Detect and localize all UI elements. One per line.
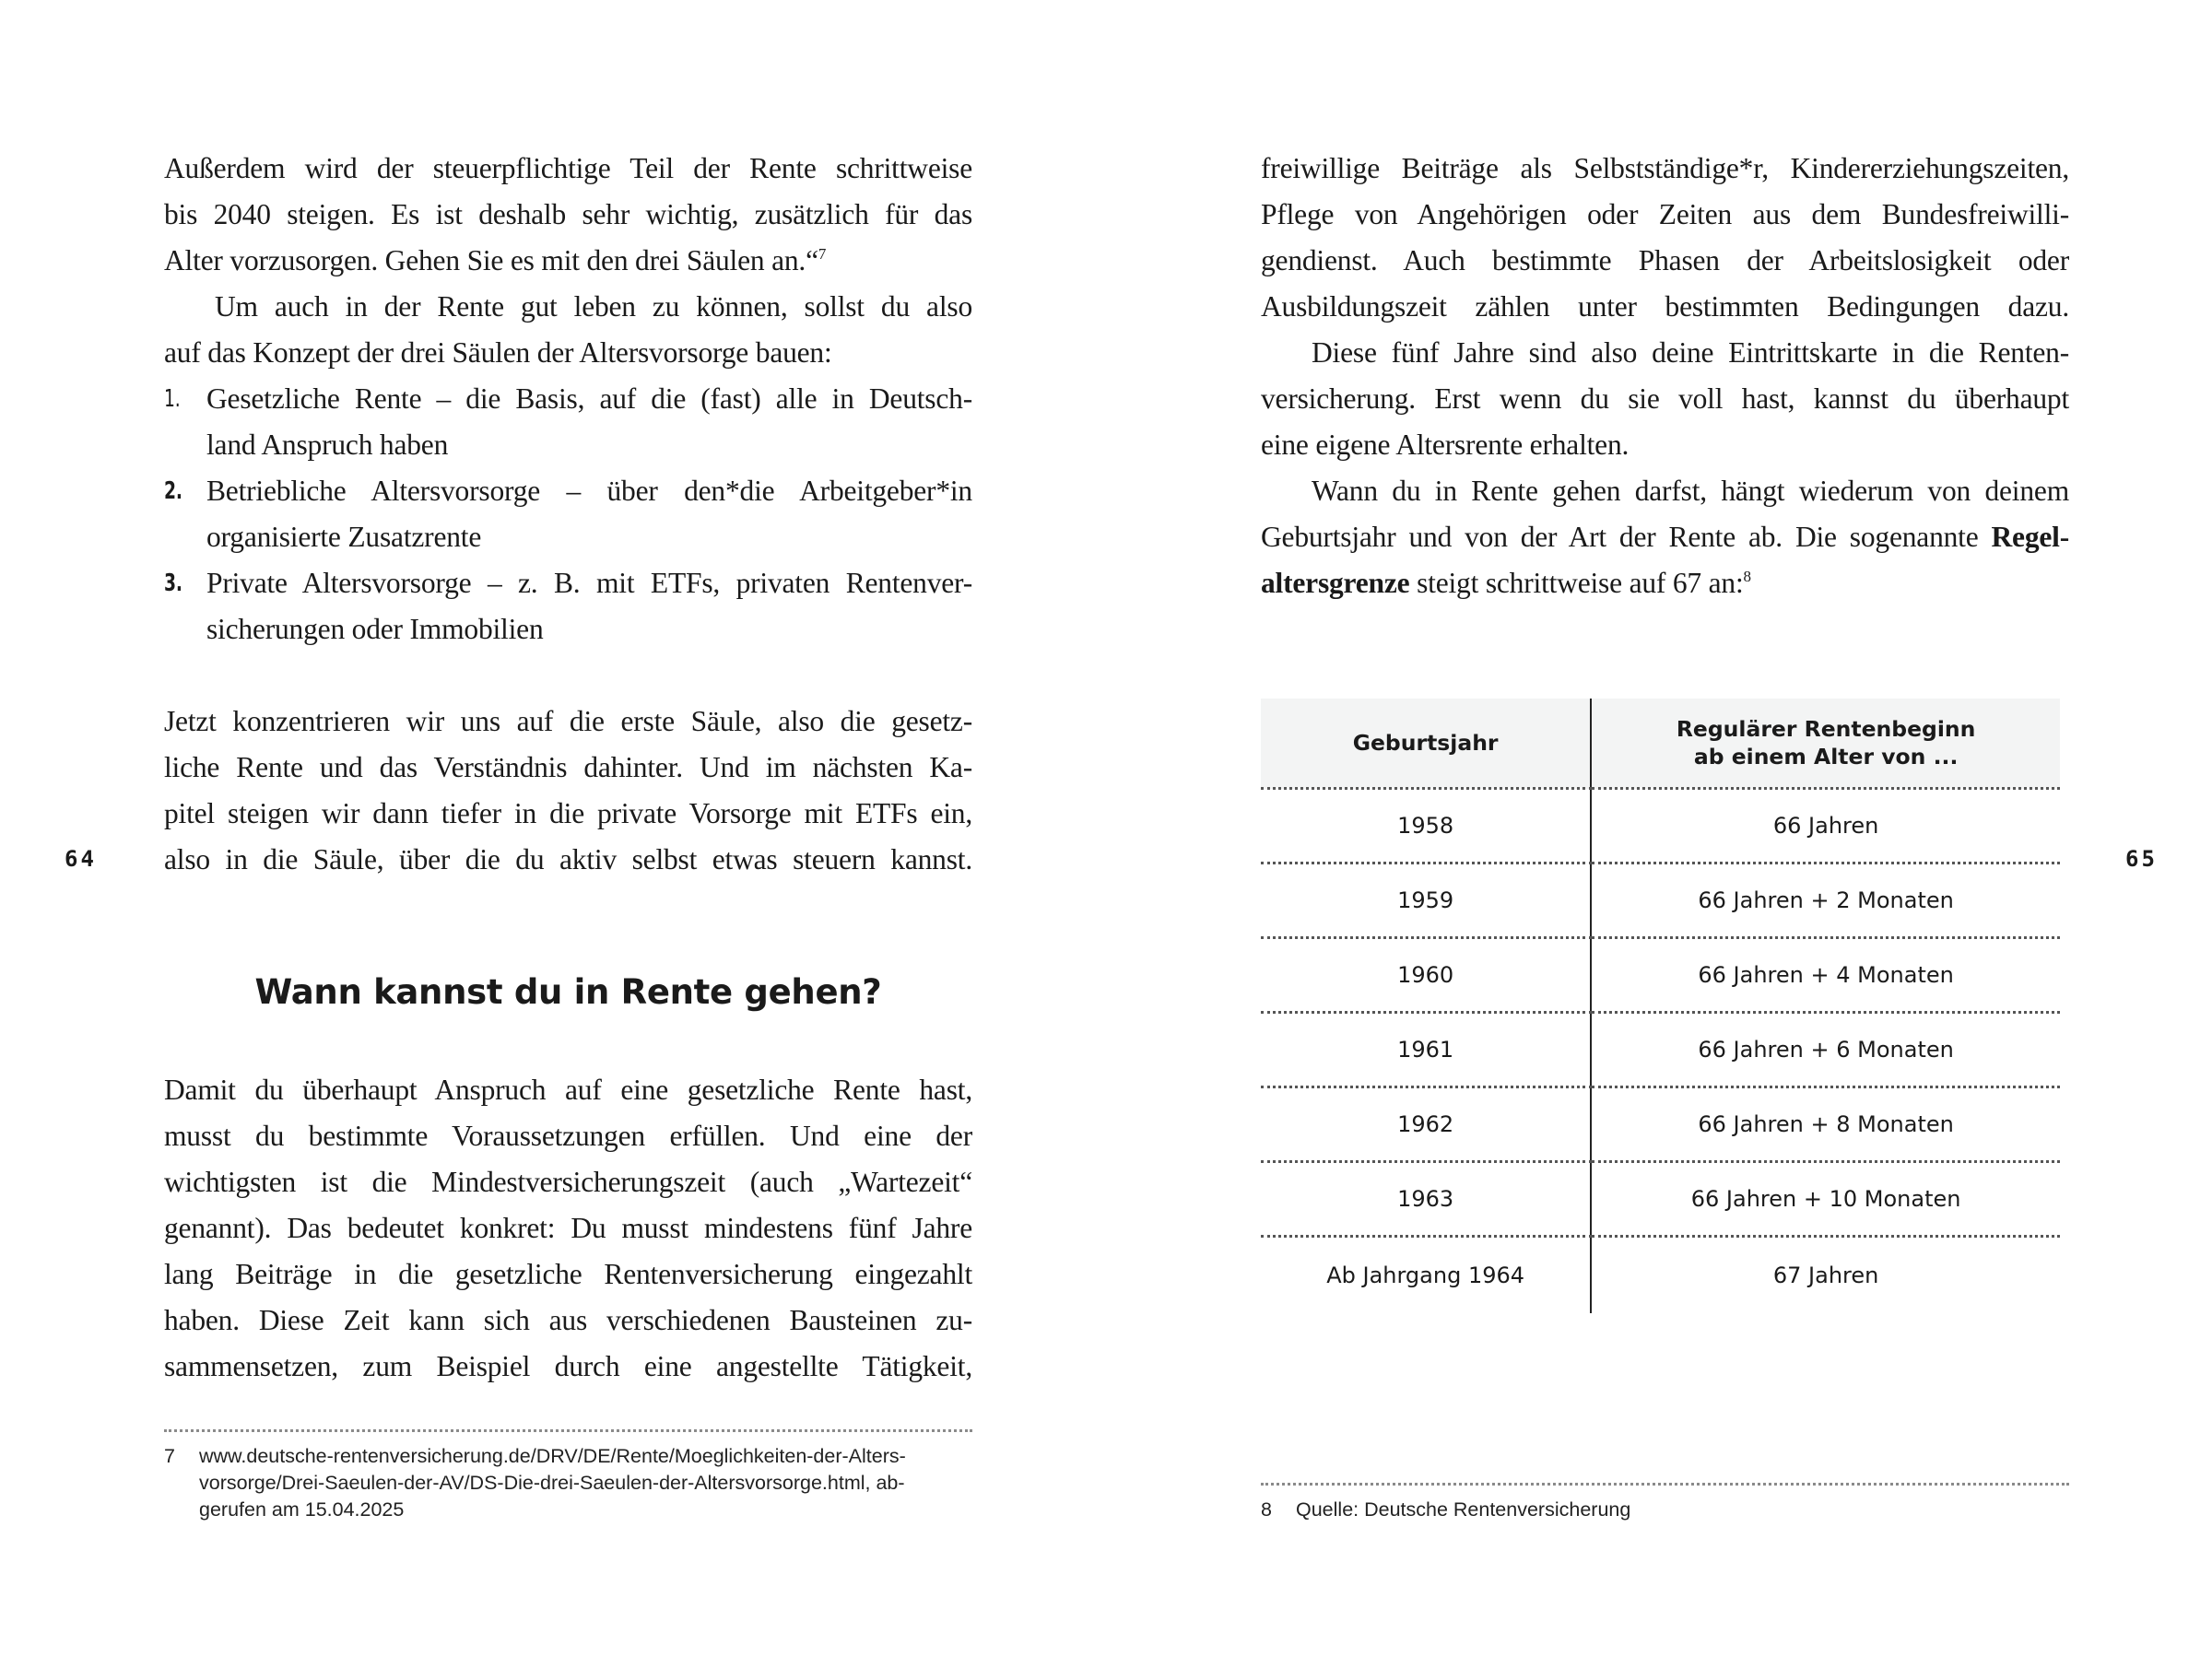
cell-birth-year: 1962: [1261, 1087, 1591, 1162]
table-header-row: [1261, 699, 2060, 789]
column-header-birth-year: Geburtsjahr: [1261, 699, 1591, 789]
ticket-paragraph: [1261, 330, 2069, 468]
text-line: sicherungen oder Immobilien: [206, 613, 544, 645]
text-line: Pflege von Angehörigen oder Zeiten aus dem Bundesfreiwilli-: [1261, 198, 2069, 230]
page-number-right: 65: [2125, 846, 2158, 872]
text-line: auf das Konzept der drei Säulen der Altersvorsorge bauen:: [164, 336, 832, 369]
cell-retirement-age: 66 Jahren: [1591, 789, 2060, 863]
footnote-divider: [164, 1429, 972, 1432]
section-heading: Wann kannst du in Rente gehen?: [254, 972, 882, 1012]
text-line: Private Altersvorsorge – z. B. mit ETFs, privaten Rentenver-: [206, 567, 972, 599]
list-item: [164, 468, 972, 560]
list-number: 2.: [164, 477, 182, 505]
footnote-text: Quelle: Deutsche Rentenversicherung: [1296, 1498, 1631, 1521]
footnote-7: [164, 1443, 972, 1523]
text-fragment: Geburtsjahr und von der Art der Rente ab. Die sogenannte: [1261, 521, 1992, 553]
intro-paragraph: [164, 146, 972, 284]
text-line: organisierte Zusatzrente: [206, 521, 482, 553]
cell-retirement-age: 66 Jahren + 8 Monaten: [1591, 1087, 2060, 1162]
cell-retirement-age: 66 Jahren + 10 Monaten: [1591, 1162, 2060, 1237]
text-line: freiwillige Beiträge als Selbstständige*r, Kindererziehungszeiten,: [1261, 152, 2069, 184]
text-line: Um auch in der Rente gut leben zu können, sollst du also: [215, 290, 972, 323]
footnote-ref[interactable]: 7: [818, 245, 827, 263]
text-line: gendienst. Auch bestimmte Phasen der Arbeitslosigkeit oder: [1261, 244, 2069, 276]
pillars-intro-paragraph: [164, 284, 972, 376]
footnote-number: 8: [1261, 1498, 1272, 1521]
table-row: [1261, 863, 2060, 938]
list-item: [164, 376, 972, 468]
age-limit-paragraph: [1261, 468, 2069, 606]
text-line: Ausbildungszeit zählen unter bestimmten Bedingungen dazu.: [1261, 290, 2069, 323]
text-fragment: Alter vorzusorgen. Gehen Sie es mit den drei Säulen an.“: [164, 244, 818, 276]
table-row: [1261, 1237, 2060, 1314]
cell-birth-year: 1961: [1261, 1013, 1591, 1087]
table-row: [1261, 1162, 2060, 1237]
footnote-ref[interactable]: 8: [1743, 568, 1751, 585]
text-line: lang Beiträge in die gesetzliche Rentenversicherung eingezahlt: [164, 1258, 972, 1290]
cell-birth-year: 1963: [1261, 1162, 1591, 1237]
list-number: 3.: [164, 570, 182, 597]
cell-retirement-age: 66 Jahren + 2 Monaten: [1591, 863, 2060, 938]
footnote-line: www.deutsche-rentenversicherung.de/DRV/DE/Rente/Moeglichkeiten-der-Alters-: [199, 1445, 906, 1467]
table-row: [1261, 789, 2060, 863]
text-line: land Anspruch haben: [206, 429, 449, 461]
text-line: Außerdem wird der steuerpflichtige Teil der Rente schrittweise: [164, 152, 972, 184]
cell-retirement-age: 67 Jahren: [1772, 1263, 1879, 1288]
cell-retirement-age: 66 Jahren + 4 Monaten: [1591, 938, 2060, 1013]
footnote-line: gerufen am 15.04.2025: [199, 1498, 405, 1521]
text-line: [1261, 560, 2069, 606]
text-line: Betriebliche Altersvorsorge – über den*die Arbeitgeber*in: [206, 475, 972, 507]
header-line: Regulärer Rentenbeginn: [1676, 716, 1976, 742]
table-row: [1261, 1013, 2060, 1087]
text-line: eine eigene Altersrente erhalten.: [1261, 429, 1630, 461]
page-number-left: 64: [65, 846, 97, 872]
header-line: ab einem Alter von ...: [1693, 744, 1959, 769]
footnote-line: vorsorge/Drei-Saeulen-der-AV/DS-Die-drei-Saeulen-der-Altersvorsorge.html, ab-: [199, 1472, 905, 1494]
list-number: 1.: [164, 385, 181, 413]
text-line: also in die Säule, über die du aktiv selbst etwas steuern kannst.: [164, 843, 972, 875]
footnote-link[interactable]: [164, 1443, 972, 1523]
text-line: liche Rente und das Verständnis dahinter. Und im nächsten Ka-: [164, 751, 972, 783]
text-line: musst du bestimmte Voraussetzungen erfüllen. Und eine der: [164, 1120, 972, 1152]
text-line: bis 2040 steigen. Es ist deshalb sehr wichtig, zusätzlich für das: [164, 198, 972, 230]
text-line: pitel steigen wir dann tiefer in die private Vorsorge mit ETFs ein,: [164, 797, 972, 829]
cell-retirement-age: 66 Jahren + 6 Monaten: [1591, 1013, 2060, 1087]
footnote-8: [1261, 1497, 2069, 1523]
text-line: Diese fünf Jahre sind also deine Eintrittskarte in die Renten-: [1312, 336, 2069, 369]
table-row: [1261, 1087, 2060, 1162]
cell-birth-year: Ab Jahrgang 1964: [1261, 1237, 1591, 1314]
text-line: Wann du in Rente gehen darfst, hängt wiederum von deinem: [1312, 475, 2069, 507]
text-line: [164, 238, 972, 284]
text-line: Damit du überhaupt Anspruch auf eine gesetzliche Rente hast,: [164, 1074, 972, 1106]
footnote-divider: [1261, 1483, 2069, 1486]
footnote-number: 7: [164, 1445, 175, 1467]
column-header-retirement-age: [1591, 699, 2060, 789]
cell-birth-year: 1959: [1261, 863, 1591, 938]
table-row: [1261, 938, 2060, 1013]
text-line: Gesetzliche Rente – die Basis, auf die (fast) alle in Deutsch-: [206, 382, 972, 415]
text-line: wichtigsten ist die Mindestversicherungszeit (auch „Wartezeit“: [164, 1166, 972, 1198]
text-line: sammensetzen, zum Beispiel durch eine angestellte Tätigkeit,: [164, 1350, 972, 1382]
text-line: Jetzt konzentrieren wir uns auf die erste Säule, also die gesetz-: [164, 705, 972, 737]
section-paragraph: [164, 1067, 972, 1390]
pillars-list: [164, 376, 972, 652]
retirement-age-table: [1261, 699, 2060, 1313]
term-highlight: altersgrenze: [1261, 567, 1410, 599]
text-line: [1261, 514, 2069, 560]
cell-birth-year: 1960: [1261, 938, 1591, 1013]
cell-birth-year: 1958: [1261, 789, 1591, 863]
term-highlight: Regel-: [1991, 521, 2069, 553]
focus-paragraph: [164, 699, 972, 883]
text-line: haben. Diese Zeit kann sich aus verschiedenen Bausteinen zu-: [164, 1304, 972, 1336]
text-fragment: steigt schrittweise auf 67 an:: [1409, 567, 1744, 599]
text-line: genannt). Das bedeutet konkret: Du musst mindestens fünf Jahre: [164, 1212, 972, 1244]
continuation-paragraph: [1261, 146, 2069, 330]
list-item: [164, 560, 972, 652]
text-line: versicherung. Erst wenn du sie voll hast, kannst du überhaupt: [1261, 382, 2069, 415]
